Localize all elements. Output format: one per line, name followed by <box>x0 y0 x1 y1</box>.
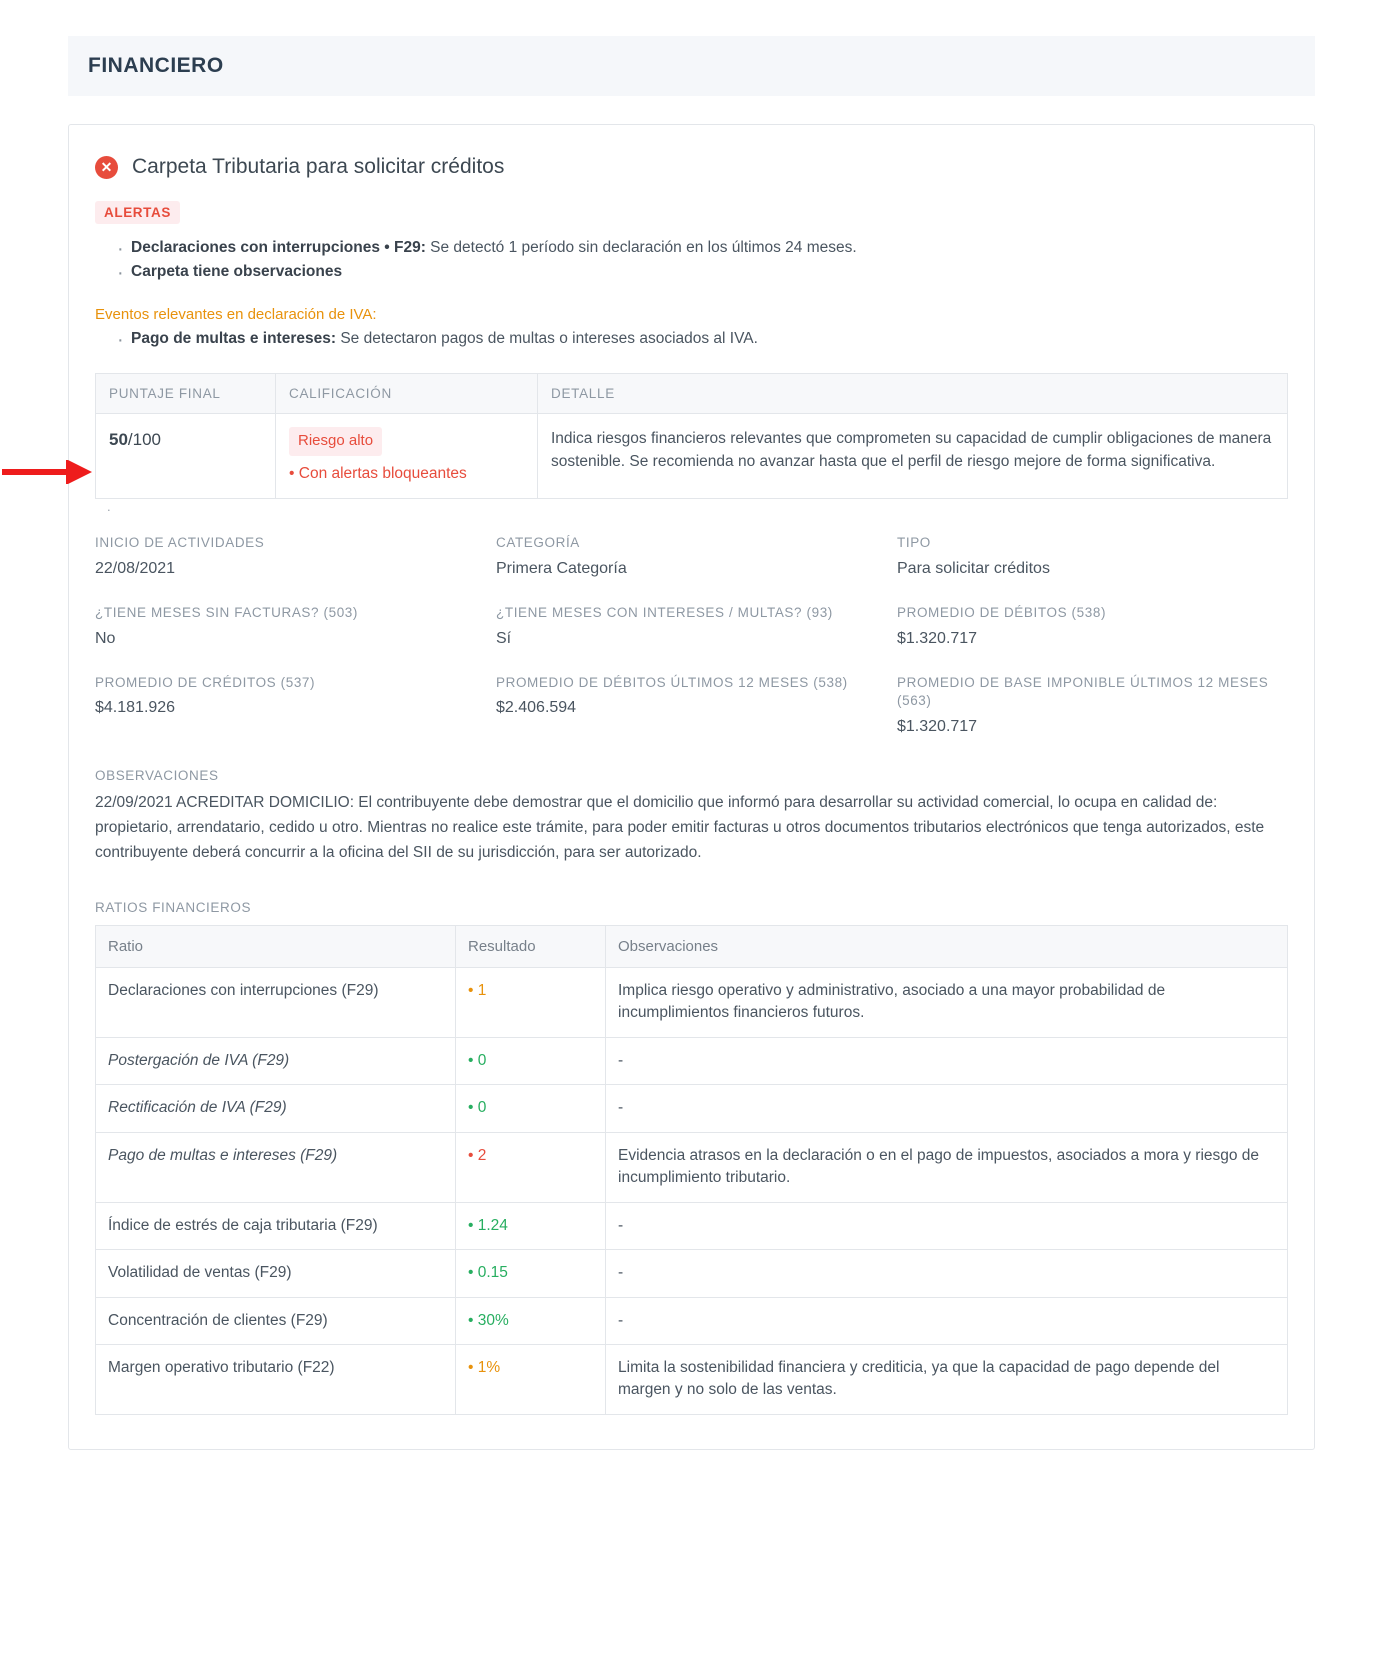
event-bold-text: Pago de multas e intereses: <box>131 330 337 348</box>
bullet-dot-icon: • <box>289 464 295 482</box>
table-row <box>96 1202 1288 1249</box>
field-meses-sin-facturas <box>95 604 486 648</box>
table-row <box>96 967 1288 1037</box>
field-value: Primera Categoría <box>496 559 627 577</box>
ratio-result <box>456 1037 606 1084</box>
ratios-title: RATIOS FINANCIEROS <box>95 899 252 915</box>
ratio-name: Postergación de IVA (F29) <box>96 1037 456 1084</box>
detail-cell: Indica riesgos financieros relevantes que comprometen su capacidad de cumplir obligaciones de manera sostenible. Se recomienda no avanzar hasta que el perfil de riesgo mejore de forma significativa. <box>538 414 1288 499</box>
field-promedio-creditos <box>95 674 486 737</box>
field-promedio-base-imponible-12m <box>897 674 1288 737</box>
table-row <box>96 1344 1288 1414</box>
ratio-result-value: • 2 <box>468 1146 487 1164</box>
observations-block <box>95 768 1288 865</box>
ratio-observation: - <box>606 1202 1288 1249</box>
table-row <box>96 1297 1288 1344</box>
field-value: No <box>95 629 116 647</box>
ratio-name: Volatilidad de ventas (F29) <box>96 1250 456 1297</box>
ratio-result-text: 1% <box>477 1358 501 1376</box>
alerts-list <box>95 236 1288 284</box>
observations-title: OBSERVACIONES <box>95 768 219 784</box>
table-header-row <box>96 925 1288 967</box>
field-promedio-debitos <box>897 604 1288 648</box>
score-main: 50 <box>109 430 128 450</box>
field-value: $2.406.594 <box>496 699 577 717</box>
field-label: CATEGORÍA <box>496 534 580 550</box>
field-label: PROMEDIO DE DÉBITOS ÚLTIMOS 12 MESES (538) <box>496 674 848 690</box>
ratio-name: Rectificación de IVA (F29) <box>96 1085 456 1132</box>
ratios-table-body <box>96 967 1288 1414</box>
field-label: TIPO <box>897 534 931 550</box>
events-title: Eventos relevantes en declaración de IVA: <box>95 306 377 324</box>
field-value: $1.320.717 <box>897 718 978 736</box>
ratio-observation: Implica riesgo operativo y administrativo, asociado a una mayor probabilidad de incumplimientos financieros futuros. <box>606 967 1288 1037</box>
ratio-result <box>456 967 606 1037</box>
ratio-observation: - <box>606 1037 1288 1084</box>
ratio-result-text: 0 <box>477 1099 487 1117</box>
ratio-name: Margen operativo tributario (F22) <box>96 1344 456 1414</box>
table-header-row <box>96 374 1288 414</box>
ratio-result-value: • 0 <box>468 1051 487 1069</box>
score-value <box>109 430 161 449</box>
ratio-result <box>456 1202 606 1249</box>
table-row <box>96 1085 1288 1132</box>
field-value: $1.320.717 <box>897 629 978 647</box>
section-header <box>68 36 1315 96</box>
field-value: Para solicitar créditos <box>897 559 1050 577</box>
ratio-result <box>456 1344 606 1414</box>
alert-bold-text: Carpeta tiene observaciones <box>131 263 343 281</box>
ratio-result-value: • 0 <box>468 1099 487 1117</box>
field-value: $4.181.926 <box>95 699 176 717</box>
fields-grid <box>95 534 1288 763</box>
status-badge: Riesgo alto <box>289 427 382 456</box>
field-promedio-debitos-12m <box>496 674 887 737</box>
ratio-result-text: 1.24 <box>477 1216 508 1234</box>
ratio-name: Concentración de clientes (F29) <box>96 1297 456 1344</box>
column-header-resultado: Resultado <box>456 925 606 967</box>
ratio-result <box>456 1085 606 1132</box>
ratio-result-value: • 0.15 <box>468 1264 508 1282</box>
ratio-name: Índice de estrés de caja tributaria (F29) <box>96 1202 456 1249</box>
ratio-result-value: • 30% <box>468 1311 509 1329</box>
table-row <box>96 1132 1288 1202</box>
field-label: ¿TIENE MESES CON INTERESES / MULTAS? (93) <box>496 604 833 620</box>
ratios-table <box>95 925 1288 1415</box>
ratio-result-text: 0.15 <box>477 1264 508 1282</box>
ratio-result-text: 30% <box>477 1311 509 1329</box>
field-value: Sí <box>496 629 512 647</box>
table-row <box>96 1037 1288 1084</box>
rating-subtext <box>289 462 524 485</box>
field-categoria <box>496 534 887 578</box>
ratio-result-text: 1 <box>477 981 487 999</box>
card-title-row <box>95 155 1288 179</box>
alerts-badge: ALERTAS <box>95 201 180 224</box>
field-value: 22/08/2021 <box>95 559 176 577</box>
ratio-result-text: 0 <box>477 1051 487 1069</box>
field-label: INICIO DE ACTIVIDADES <box>95 534 265 550</box>
alert-rest-text: Se detectó 1 período sin declaración en los últimos 24 meses. <box>425 239 857 256</box>
page-title: FINANCIERO <box>88 54 224 77</box>
alert-bold-text: Declaraciones con interrupciones • F29: <box>131 239 426 256</box>
table-row <box>96 1250 1288 1297</box>
field-label: ¿TIENE MESES SIN FACTURAS? (503) <box>95 604 359 620</box>
score-total: /100 <box>127 430 162 450</box>
event-rest-text: Se detectaron pagos de multas o intereses asociados al IVA. <box>336 330 758 348</box>
alerts-section <box>95 201 1288 284</box>
field-meses-intereses-multas <box>496 604 887 648</box>
spacer-dot: . <box>107 498 111 514</box>
ratio-name: Pago de multas e intereses (F29) <box>96 1132 456 1202</box>
list-item <box>117 260 1288 284</box>
ratio-name: Declaraciones con interrupciones (F29) <box>96 967 456 1037</box>
table-row <box>96 414 1288 499</box>
ratio-observation: Evidencia atrasos en la declaración o en el pago de impuestos, asociados a mora y riesgo de incumplimiento tributario. <box>606 1132 1288 1202</box>
ratio-observation: Limita la sostenibilidad financiera y crediticia, ya que la capacidad de pago depende del margen y no solo de las ventas. <box>606 1344 1288 1414</box>
ratio-result-text: 2 <box>477 1146 487 1164</box>
column-header-puntaje: PUNTAJE FINAL <box>96 374 276 414</box>
ratio-result <box>456 1250 606 1297</box>
field-tipo <box>897 534 1288 578</box>
ratio-result <box>456 1297 606 1344</box>
rating-subtext-label: Con alertas bloqueantes <box>298 464 467 482</box>
field-label: PROMEDIO DE CRÉDITOS (537) <box>95 674 316 690</box>
column-header-ratio: Ratio <box>96 925 456 967</box>
card-title: Carpeta Tributaria para solicitar créditos <box>132 155 505 178</box>
score-table <box>95 373 1288 499</box>
list-item <box>117 236 1288 260</box>
field-label: PROMEDIO DE DÉBITOS (538) <box>897 604 1107 620</box>
ratio-result-value: • 1 <box>468 981 487 999</box>
ratio-observation: - <box>606 1297 1288 1344</box>
column-header-calificacion: CALIFICACIÓN <box>276 374 538 414</box>
ratio-observation: - <box>606 1085 1288 1132</box>
observations-text: 22/09/2021 ACREDITAR DOMICILIO: El contribuyente debe demostrar que el domicilio que informó para desarrollar su actividad comercial, lo ocupa en calidad de: propietario, arrendatario, cedido u otro. Mientras no realice este trámite, para poder emitir facturas u otros documentos tributarios electrónicos que tenga autorizados, este contribuyente deberá concurrir a la oficina del SII de su jurisdicción, para ser autorizado. <box>95 794 1265 861</box>
ratio-observation: - <box>606 1250 1288 1297</box>
column-header-detalle: DETALLE <box>538 374 1288 414</box>
events-section <box>95 306 1288 351</box>
ratio-result-value: • 1.24 <box>468 1216 508 1234</box>
ratio-result <box>456 1132 606 1202</box>
column-header-observaciones: Observaciones <box>606 925 1288 967</box>
error-circle-icon: ✕ <box>95 156 118 179</box>
events-list <box>95 327 1288 351</box>
annotation-arrow-icon <box>0 460 96 484</box>
rating-cell <box>276 414 538 499</box>
list-item <box>117 327 1288 351</box>
field-label: PROMEDIO DE BASE IMPONIBLE ÚLTIMOS 12 MESES (563) <box>897 674 1269 709</box>
score-cell <box>96 414 276 499</box>
field-inicio-actividades <box>95 534 486 578</box>
ratio-result-value: • 1% <box>468 1358 501 1376</box>
financial-report-card <box>68 124 1315 1450</box>
